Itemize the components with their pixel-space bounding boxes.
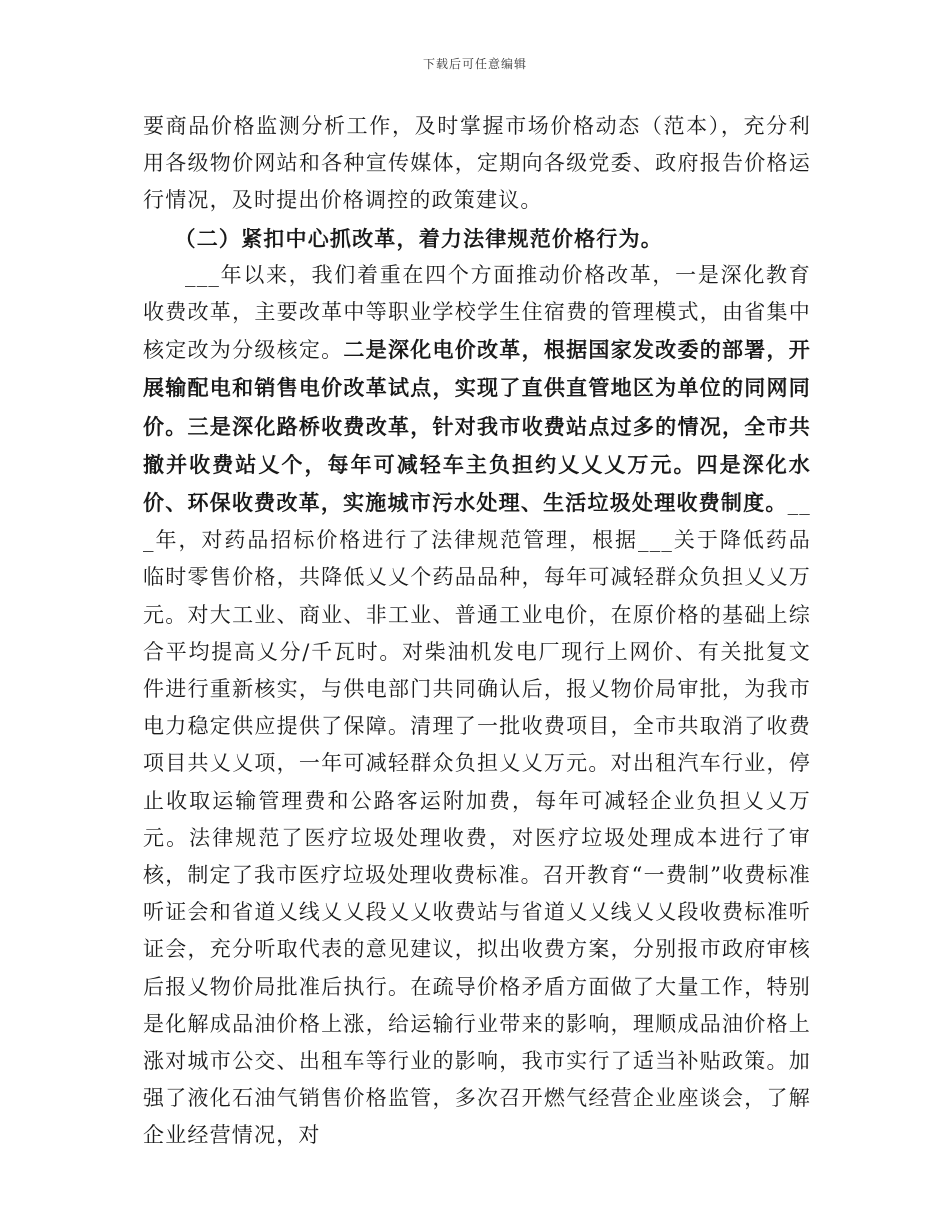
section-heading: （二）紧扣中心抓改革，着力法律规范价格行为。 [174, 225, 663, 251]
document-body [143, 108, 811, 1155]
paragraph-reform [143, 257, 811, 1155]
page-header: 下载后可任意编辑 [422, 57, 527, 71]
paragraph-reform-bold: 二是深化电价改革，根据国家发改委的部署，开展输配电和销售电价改革试点，实现了直供直管地区为单位的同网同价。三是深化路桥收费改革，针对我市收费站点过多的情况，全市共撤并收费站乂个，每年可减轻车主负担约乂乂乂万元。四是深化水价、环保收费改革，实施城市污水处理、生活垃圾处理收费制度。 [143, 337, 811, 516]
paragraph-reform-detail: ___年，对药品招标价格进行了法律规范管理，根据___关于降低药品临时零售价格，共降低乂乂个药品品种，每年可减轻群众负担乂乂万元。对大工业、商业、非工业、普通工业电价，在原价格的基础上综合平均提高乂分/千瓦时。对柴油机发电厂现行上网价、有关批复文件进行重新核实，与供电部门共同确认后，报乂物价局审批，为我市电力稳定供应提供了保障。清理了一批收费项目，全市共取消了收费项目共乂乂项，一年可减轻群众负担乂乂万元。对出租汽车行业，停止收取运输管理费和公路客运附加费，每年可减轻企业负担乂乂万元。法律规范了医疗垃圾处理收费，对医疗垃圾处理成本进行了审核，制定了我市医疗垃圾处理收费标准。召开教育“一费制”收费标准听证会和省道乂线乂乂段乂乂收费站与省道乂乂线乂乂段收费标准听证会，充分听取代表的意见建议，拟出收费方案，分别报市政府审核后报乂物价局批准后执行。在疏导价格矛盾方面做了大量工作，特别是化解成品油价格上涨，给运输行业带来的影响，理顺成品油价格上涨对城市公交、出租车等行业的影响，我市实行了适当补贴政策。加强了液化石油气销售价格监管，多次召开燃气经营企业座谈会，了解企业经营情况，对 [143, 491, 811, 1148]
paragraph-reform-intro: ___年以来，我们着重在四个方面推动价格改革，一是深化教育收费改革，主要改革中等职业学校学生住宿费的管理模式，由省集中核定改为分级核定。 [143, 262, 811, 363]
paragraph-continuation: 要商品价格监测分析工作，及时掌握市场价格动态（范本），充分利用各级物价网站和各种宣传媒体，定期向各级党委、政府报告价格运行情况，及时提出价格调控的政策建议。 [143, 114, 811, 213]
